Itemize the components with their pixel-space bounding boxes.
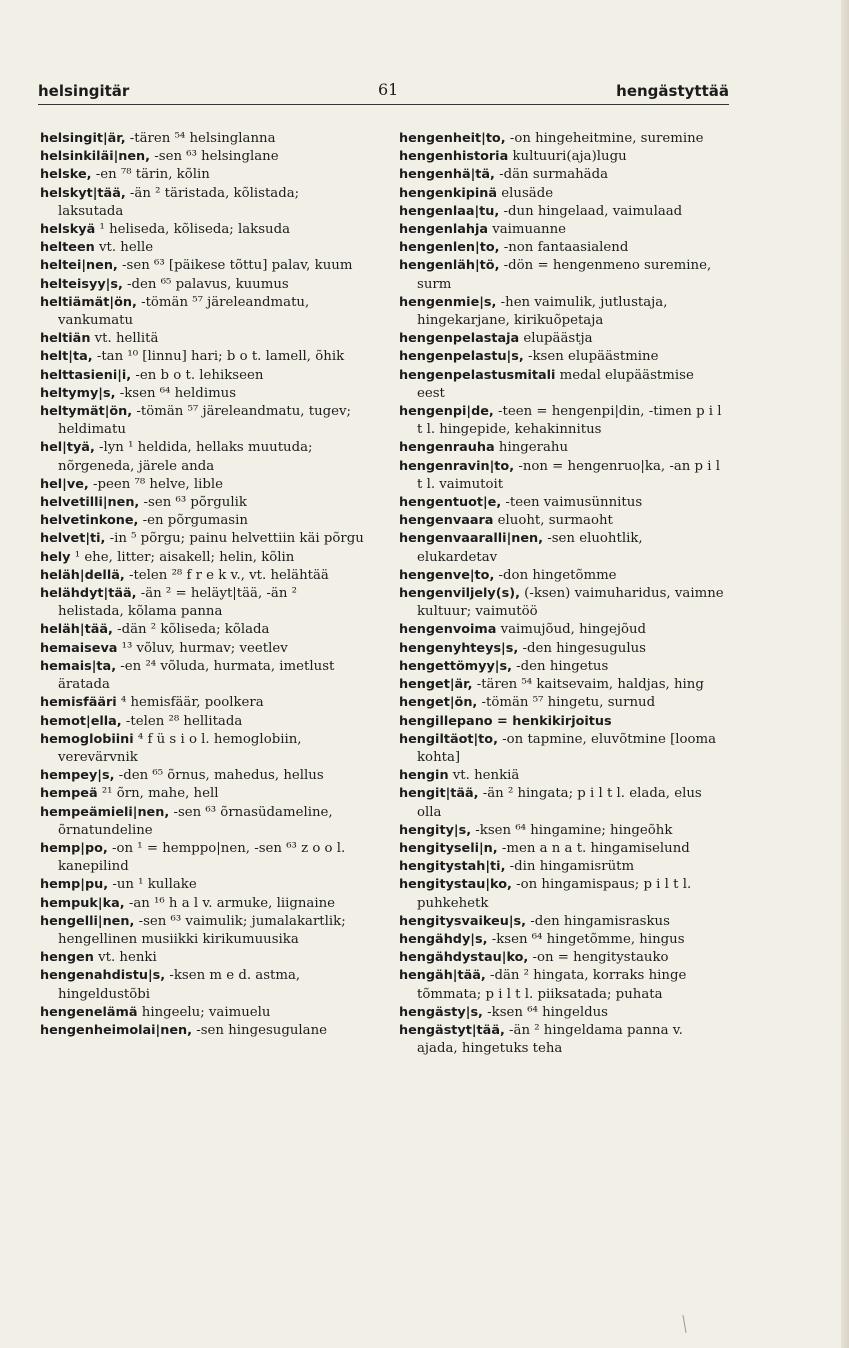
dictionary-entry: [399, 148, 724, 166]
entry-definition: hingerahu: [494, 440, 569, 456]
page-header: [38, 78, 729, 104]
entry-headword: hengettömyy|s,: [399, 658, 512, 674]
dictionary-entry: [399, 130, 724, 148]
entry-headword: helteisyy|s,: [40, 276, 123, 292]
entry-definition: vt. helle: [94, 240, 154, 256]
entry-definition: -sen ⁶³ vaimulik; jumalakartlik; hengellinen musiikki kirikumuusika: [58, 913, 346, 947]
entry-definition: -den hingetus: [511, 658, 609, 674]
entry-definition: vt. hellitä: [90, 331, 159, 347]
entry-headword: helt|ta,: [40, 349, 93, 365]
entry-headword: hengin: [399, 768, 449, 784]
entry-definition: -en b o t. lehikseen: [131, 367, 264, 383]
entry-headword: heläh|tää,: [40, 622, 113, 638]
entry-headword: heläh|dellä,: [40, 567, 125, 583]
entry-headword: hempeämieli|nen,: [40, 804, 170, 820]
entry-headword: hengenlahja: [399, 222, 489, 238]
entry-definition: -ksen ⁶⁴ heldimus: [115, 385, 237, 401]
entry-definition: vt. henkiä: [448, 768, 520, 784]
entry-headword: hemisfääri: [40, 695, 117, 711]
entry-headword: hengit|tää,: [399, 786, 479, 802]
entry-headword: heltei|nen,: [40, 258, 118, 274]
entry-definition: -sen ⁶³ helsinglane: [150, 149, 279, 165]
dictionary-entry: [399, 330, 724, 348]
entry-headword: hemot|ella,: [40, 713, 122, 729]
dictionary-entry: [399, 676, 724, 694]
dictionary-entry: [399, 840, 724, 858]
entry-headword: hemais|ta,: [40, 658, 117, 674]
dictionary-entry: [40, 494, 365, 512]
entry-headword: hengitystau|ko,: [399, 877, 512, 893]
dictionary-entry: [40, 239, 365, 257]
entry-headword: hengästyt|tää,: [399, 1022, 505, 1038]
dictionary-entry: [399, 785, 724, 821]
entry-definition: -sen eluohtlik, elukardetav: [417, 531, 643, 565]
entry-definition: -sen ⁶³ õrnasüdameline, õrnatundeline: [58, 804, 333, 838]
entry-definition: vaimuanne: [488, 222, 567, 238]
entry-headword: helähdyt|tää,: [40, 586, 137, 602]
dictionary-entry: [40, 731, 365, 767]
dictionary-entry: [40, 294, 365, 330]
entry-definition: -sen ⁶³ põrgulik: [139, 495, 247, 511]
entry-headword: hengenläh|tö,: [399, 258, 500, 274]
dictionary-entry: [40, 439, 365, 475]
dictionary-entry: [40, 713, 365, 731]
entry-headword: hengenrauha: [399, 440, 495, 456]
right-column: [399, 130, 724, 1058]
entry-definition: ¹ ehe, litter; aisakell; helin, kõlin: [70, 549, 295, 565]
entry-headword: hengenvaaralli|nen,: [399, 531, 544, 547]
entry-headword: helteen: [40, 240, 95, 256]
entry-headword: hengenviljely(s),: [399, 586, 520, 602]
entry-headword: helvetilli|nen,: [40, 495, 140, 511]
dictionary-entry: [399, 585, 724, 621]
dictionary-entry: [40, 967, 365, 1003]
entry-definition: -en põrgumasin: [138, 513, 248, 529]
entry-definition: -tan ¹⁰ [linnu] hari; b o t. lamell, õhik: [92, 349, 345, 365]
dictionary-entry: [40, 621, 365, 639]
dictionary-entry: [399, 913, 724, 931]
entry-definition: -peen ⁷⁸ helve, lible: [88, 476, 224, 492]
entry-definition: -telen ²⁸ f r e k v., vt. helähtää: [124, 567, 329, 583]
entry-headword: hengäh|tää,: [399, 968, 486, 984]
dictionary-entry: [399, 294, 724, 330]
dictionary-entry: [40, 330, 365, 348]
dictionary-entry: [399, 403, 724, 439]
entry-definition: -men a n a t. hingamiselund: [497, 840, 690, 856]
entry-definition: -tären ⁵⁴ kaitsevaim, haldjas, hing: [472, 677, 704, 693]
entry-definition: medal elupäästmise eest: [417, 367, 694, 401]
entry-definition: -telen ²⁸ hellitada: [121, 713, 243, 729]
dictionary-entry: [40, 1004, 365, 1022]
dictionary-entry: [399, 367, 724, 403]
entry-definition: -sen hingesugulane: [192, 1022, 328, 1038]
entry-headword: hengillepano = henkikirjoitus: [399, 713, 612, 729]
dictionary-entry: [40, 949, 365, 967]
entry-definition: -en ⁷⁸ tärin, kõlin: [91, 167, 210, 183]
entry-headword: hel|tyä,: [40, 440, 95, 456]
dictionary-entry: [399, 530, 724, 566]
dictionary-entry: [40, 276, 365, 294]
entry-headword: henget|ön,: [399, 695, 478, 711]
dictionary-entry: [399, 512, 724, 530]
dictionary-entry: [399, 640, 724, 658]
entry-headword: hely: [40, 549, 71, 565]
entry-headword: hengenhistoria: [399, 149, 509, 165]
dictionary-entry: [40, 403, 365, 439]
entry-definition: elusäde: [497, 185, 554, 201]
entry-headword: helsinkiläi|nen,: [40, 149, 151, 165]
dictionary-entry: [399, 621, 724, 639]
entry-definition: -tären ⁵⁴ helsinglanna: [125, 131, 276, 146]
header-rule: [38, 104, 729, 105]
entry-definition: -din hingamisrütm: [505, 859, 635, 875]
dictionary-entry: [40, 767, 365, 785]
entry-definition: -un ¹ kullake: [108, 877, 197, 893]
entry-headword: helskyt|tää,: [40, 185, 126, 201]
entry-headword: hengenyhteys|s,: [399, 640, 519, 656]
entry-headword: heltymy|s,: [40, 385, 116, 401]
entry-definition: -ksen elupäästmine: [523, 349, 659, 365]
entry-headword: heltymät|ön,: [40, 404, 133, 420]
entry-definition: -sen ⁶³ [päikese tõttu] palav, kuum: [117, 258, 353, 274]
entry-headword: hengenravin|to,: [399, 458, 515, 474]
entry-headword: hemoglobiini: [40, 731, 134, 747]
dictionary-entry: [40, 549, 365, 567]
entry-definition: (-ksen) vaimuharidus, vaimne kultuur; vaimutöö: [417, 586, 724, 620]
entry-definition: -non fantaasialend: [499, 240, 629, 256]
entry-headword: heltiämät|ön,: [40, 294, 137, 310]
dictionary-entry: [399, 1004, 724, 1022]
entry-definition: -on tapmine, eluvõtmine [looma kohta]: [417, 731, 717, 765]
entry-headword: hengenlaa|tu,: [399, 203, 500, 219]
entry-headword: hengelli|nen,: [40, 913, 135, 929]
dictionary-entry: [40, 476, 365, 494]
entry-definition: ²¹ õrn, mahe, hell: [97, 786, 219, 802]
dictionary-entry: [40, 185, 365, 221]
entry-headword: hengentuot|e,: [399, 495, 502, 511]
dictionary-entry: [399, 949, 724, 967]
dictionary-entry: [40, 785, 365, 803]
entry-definition: -don hingetõmme: [494, 567, 617, 583]
dictionary-entry: [399, 239, 724, 257]
dictionary-entry: [399, 658, 724, 676]
entry-headword: helsingit|är,: [40, 131, 126, 146]
entry-headword: hengenheit|to,: [399, 131, 506, 146]
entry-headword: hengity|s,: [399, 822, 472, 838]
entry-definition: vt. henki: [93, 950, 157, 966]
entry-definition: eluoht, surmaoht: [493, 513, 613, 529]
dictionary-entry: [40, 567, 365, 585]
entry-headword: hengästy|s,: [399, 1004, 483, 1020]
entry-headword: hengenpelastusmitali: [399, 367, 556, 383]
entry-headword: hengenvoima: [399, 622, 497, 638]
dictionary-entry: [40, 257, 365, 275]
entry-definition: -dän ² kõliseda; kõlada: [112, 622, 270, 638]
dictionary-entry: [40, 367, 365, 385]
entry-definition: -än ² = heläyt|tää, -än ² helistada, kõlama panna: [58, 586, 297, 620]
entry-definition: -den hingesugulus: [518, 640, 646, 656]
entry-headword: hempuk|ka,: [40, 895, 125, 911]
entry-headword: hengenlen|to,: [399, 240, 500, 256]
dictionary-entry: [40, 1022, 365, 1040]
entry-headword: hel|ve,: [40, 476, 89, 492]
dictionary-entry: [40, 694, 365, 712]
dictionary-entry: [399, 203, 724, 221]
entry-headword: hengiltäot|to,: [399, 731, 498, 747]
dictionary-entry: [399, 967, 724, 1003]
entry-headword: hengenahdistu|s,: [40, 968, 166, 984]
dictionary-entry: [40, 895, 365, 913]
entry-definition: -än ² hingeldama panna v. ajada, hingetuks teha: [417, 1022, 683, 1057]
entry-headword: hengenpi|de,: [399, 404, 494, 420]
dictionary-entry: [40, 840, 365, 876]
entry-definition: -dun hingelaad, vaimulaad: [499, 203, 683, 219]
dictionary-entry: [40, 221, 365, 239]
dictionary-entry: [40, 512, 365, 530]
dictionary-entry: [399, 694, 724, 712]
header-right-guideword: hengästyttää: [616, 82, 729, 100]
dictionary-entry: [40, 130, 365, 148]
entry-headword: hengenhä|tä,: [399, 167, 495, 183]
dictionary-entry: [399, 257, 724, 293]
dictionary-entry: [399, 458, 724, 494]
entry-definition: -lyn ¹ heldida, hellaks muutuda; nõrgeneda, järele anda: [58, 440, 313, 474]
entry-headword: heltiän: [40, 331, 91, 347]
entry-definition: -den hingamisraskus: [526, 913, 670, 929]
entry-definition: -tömän ⁵⁷ hingetu, surnud: [477, 695, 656, 711]
dictionary-entry: [399, 439, 724, 457]
entry-definition: -än ² hingata; p i l t l. elada, elus olla: [417, 786, 702, 820]
entry-headword: hemp|po,: [40, 840, 108, 856]
dictionary-entry: [40, 530, 365, 548]
dictionary-entry: [399, 348, 724, 366]
dictionary-entry: [399, 185, 724, 203]
entry-definition: -on = hengitystauko: [528, 950, 669, 966]
entry-definition: -en ²⁴ võluda, hurmata, imetlust äratada: [58, 658, 335, 693]
entry-headword: hengitysvaikeu|s,: [399, 913, 526, 929]
dictionary-entry: [399, 858, 724, 876]
page-edge: [841, 0, 849, 1348]
header-left-guideword: helsingitär: [38, 82, 130, 100]
dictionary-entry: [40, 913, 365, 949]
entry-headword: hengitystah|ti,: [399, 859, 506, 875]
entry-headword: hemaiseva: [40, 640, 118, 656]
entry-definition: -ksen ⁶⁴ hingetõmme, hingus: [487, 931, 685, 947]
dictionary-entry: [399, 731, 724, 767]
dictionary-entry: [399, 567, 724, 585]
entry-headword: hempey|s,: [40, 768, 115, 784]
entry-definition: ¹ heliseda, kõliseda; laksuda: [95, 222, 291, 238]
dictionary-entry: [399, 1022, 724, 1058]
entry-definition: -tömän ⁵⁷ järeleandmatu, vankumatu: [58, 294, 310, 329]
entry-definition: -in ⁵ põrgu; painu helvettiin käi põrgu: [105, 531, 364, 547]
entry-definition: -dän ² hingata, korraks hinge tõmmata; p i l t l. piiksatada; puhata: [417, 968, 687, 1002]
entry-definition: -teen vaimusünnitus: [501, 495, 643, 511]
entry-headword: helskyä: [40, 222, 96, 238]
dictionary-entry: [399, 221, 724, 239]
entry-definition: ⁴ f ü s i o l. hemoglobiin, verevärvnik: [58, 731, 302, 765]
entry-definition: -ksen m e d. astma, hingeldustõbi: [58, 968, 301, 1002]
entry-headword: hengenheimolai|nen,: [40, 1022, 192, 1038]
entry-definition: -än ² täristada, kõlistada; laksutada: [58, 185, 300, 219]
dictionary-entry: [40, 348, 365, 366]
entry-definition: -ksen ⁶⁴ hingeldus: [482, 1004, 608, 1020]
entry-definition: elupäästja: [519, 331, 593, 347]
entry-headword: hengähdy|s,: [399, 931, 488, 947]
dictionary-entry: [399, 166, 724, 184]
entry-headword: henget|är,: [399, 677, 473, 693]
entry-headword: helvet|ti,: [40, 531, 106, 547]
dictionary-entry: [40, 166, 365, 184]
entry-definition: -on ¹ = hemppo|nen, -sen ⁶³ z o o l. kanepilind: [58, 840, 346, 875]
entry-definition: hingeelu; vaimuelu: [137, 1004, 271, 1020]
dictionary-entry: [40, 640, 365, 658]
entry-definition: -den ⁶⁵ palavus, kuumus: [122, 276, 289, 292]
dictionary-entry: [399, 822, 724, 840]
entry-definition: -tömän ⁵⁷ järeleandmatu, tugev; heldimatu: [58, 404, 352, 438]
entry-definition: -an ¹⁶ h a l v. armuke, liignaine: [124, 895, 336, 911]
entry-definition: kultuuri(aja)lugu: [508, 149, 627, 165]
entry-headword: hengähdystau|ko,: [399, 950, 529, 966]
dictionary-entry: [399, 876, 724, 912]
entry-headword: hengenkipinä: [399, 185, 498, 201]
entry-definition: vaimujõud, hingejõud: [496, 622, 647, 638]
entry-definition: ⁴ hemisfäär, poolkera: [116, 695, 264, 711]
entry-headword: hengityseli|n,: [399, 840, 498, 856]
entry-headword: helvetinkone,: [40, 513, 139, 529]
dictionary-entry: [40, 658, 365, 694]
page-number: 61: [378, 80, 399, 99]
pencil-mark: [682, 1315, 686, 1333]
dictionary-entry: [40, 148, 365, 166]
entry-definition: -ksen ⁶⁴ hingamine; hingeõhk: [471, 822, 673, 838]
entry-definition: -non = hengenruo|ka, -an p i l t l. vaimutoit: [417, 458, 721, 492]
dictionary-entry: [399, 713, 724, 731]
entry-definition: -den ⁶⁵ õrnus, mahedus, hellus: [114, 768, 324, 784]
entry-headword: hempeä: [40, 786, 98, 802]
dictionary-entry: [40, 804, 365, 840]
entry-headword: helttasieni|i,: [40, 367, 132, 383]
entry-headword: hemp|pu,: [40, 877, 109, 893]
entry-headword: hengenelämä: [40, 1004, 138, 1020]
dictionary-entry: [399, 931, 724, 949]
entry-definition: -hen vaimulik, jutlustaja, hingekarjane, kirikuõpetaja: [417, 294, 668, 329]
left-column: [40, 130, 365, 1040]
dictionary-entry: [399, 767, 724, 785]
entry-headword: hengenve|to,: [399, 567, 495, 583]
dictionary-entry: [40, 585, 365, 621]
entry-definition: -teen = hengenpi|din, -timen p i l t l. hingepide, kehakinnitus: [417, 404, 722, 438]
entry-headword: hengen: [40, 950, 94, 966]
dictionary-entry: [40, 876, 365, 894]
entry-headword: hengenpelastaja: [399, 331, 520, 347]
entry-definition: ¹³ võluv, hurmav; veetlev: [117, 640, 288, 656]
entry-definition: -on hingamispaus; p i l t l. puhkehetk: [417, 877, 692, 911]
entry-definition: -dän surmahäda: [494, 167, 609, 183]
entry-headword: hengenpelastu|s,: [399, 349, 524, 365]
dictionary-entry: [40, 385, 365, 403]
dictionary-entry: [399, 494, 724, 512]
entry-definition: -on hingeheitmine, suremine: [505, 131, 704, 146]
entry-definition: -dön = hengenmeno suremine, surm: [417, 258, 712, 292]
entry-headword: hengenvaara: [399, 513, 494, 529]
entry-headword: helske,: [40, 167, 92, 183]
entry-headword: hengenmie|s,: [399, 294, 497, 310]
